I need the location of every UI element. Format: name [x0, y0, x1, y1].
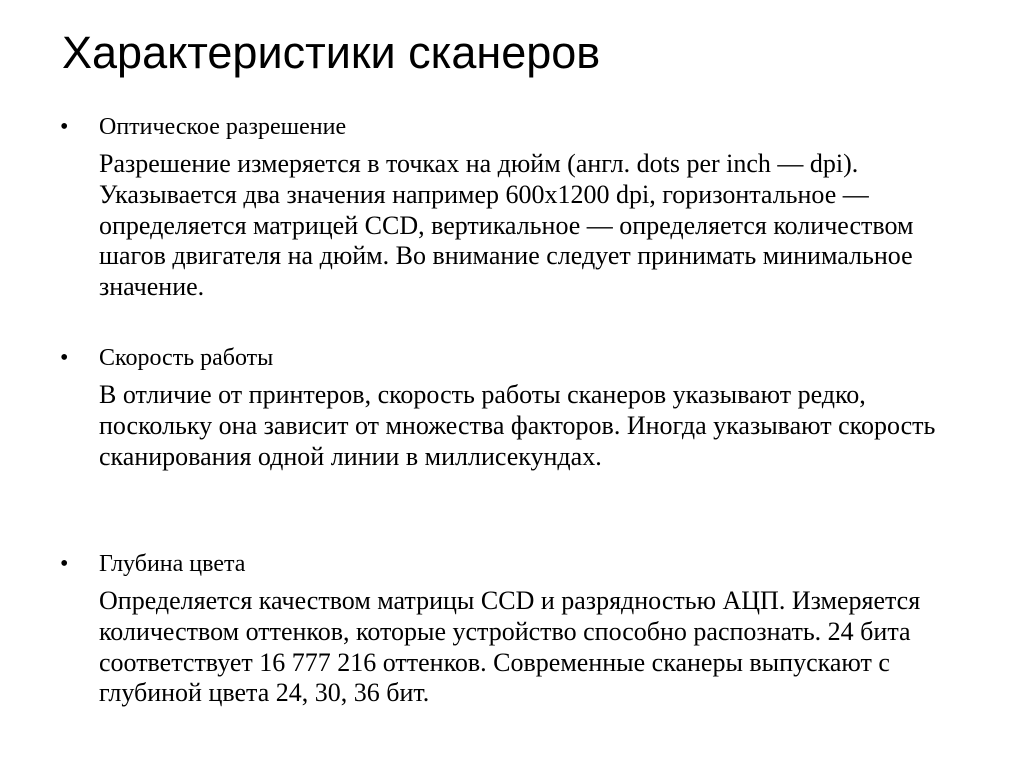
bullet-dot-icon: • [60, 551, 69, 577]
bullet-dot-icon: • [60, 345, 69, 371]
bullet-description: В отличие от принтеров, скорость работы сканеров указывают редко, поскольку она зависит от множества факторов. Иногда указывают скорость сканирования одной линии в миллисекундах. [99, 380, 936, 471]
slide-title: Характеристики сканеров [62, 27, 601, 78]
bullet-heading: Оптическое разрешение [99, 114, 347, 140]
bullet-heading: Глубина цвета [99, 551, 246, 577]
bullet-heading: Скорость работы [99, 345, 274, 371]
bullet-dot-icon: • [60, 114, 69, 140]
bullet-description: Разрешение измеряется в точках на дюйм (англ. dots per inch — dpi). Указывается два значения например 600x1200 dpi, горизонтальное — определяется матрицей CCD, вертикальное — определяется количеством шагов двигателя на дюйм. Во внимание следует принимать минимальное значение. [99, 149, 914, 302]
bullet-description: Определяется качеством матрицы CCD и разрядностью АЦП. Измеряется количеством оттенков, которые устройство способно распознать. 24 бита соответствует 16 777 216 оттенков. Современные сканеры выпускают с глубиной цвета 24, 30, 36 бит. [99, 586, 921, 708]
